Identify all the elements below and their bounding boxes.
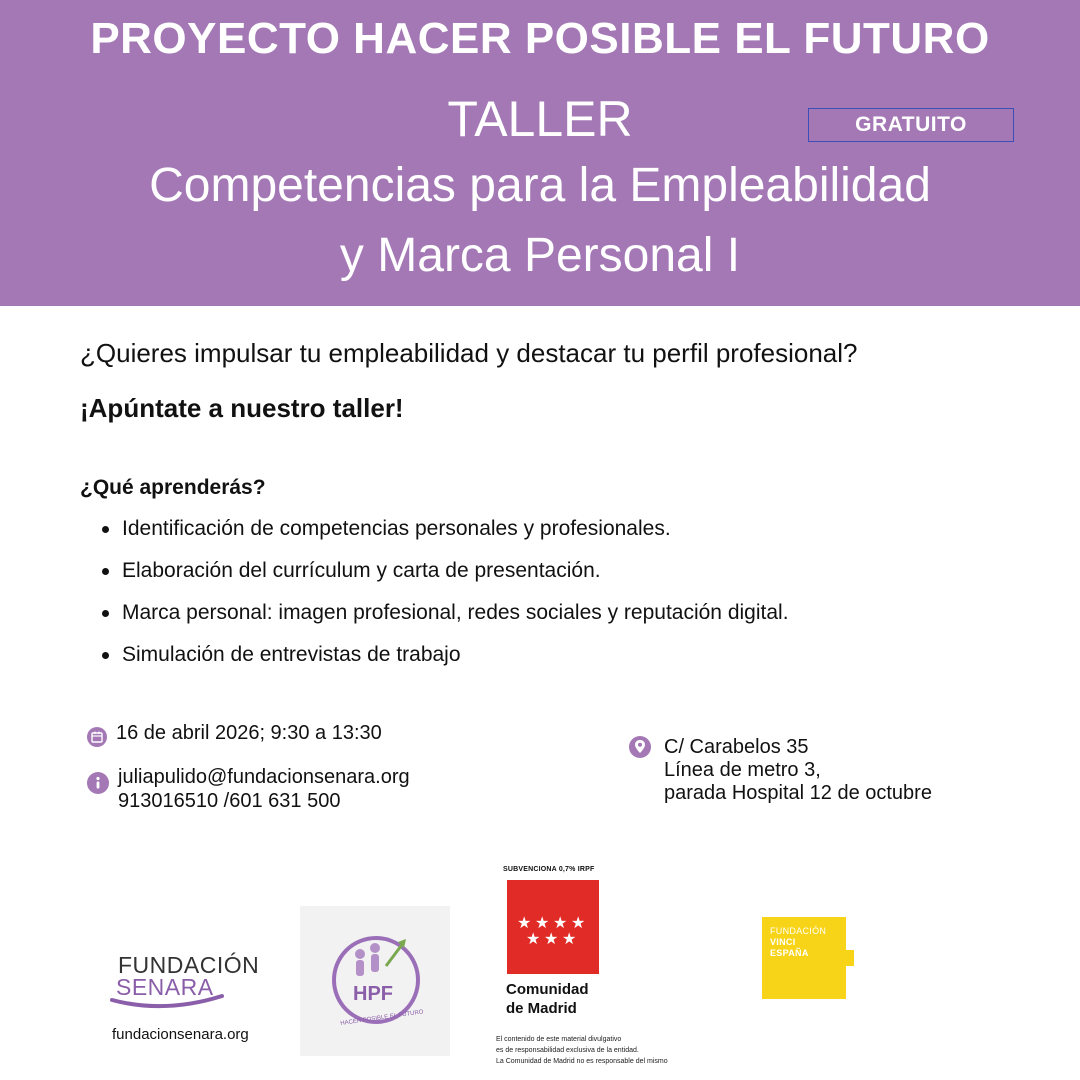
svg-text:★: ★	[571, 913, 586, 932]
learn-list	[100, 512, 789, 680]
vinci-tab-shape	[846, 950, 854, 966]
list-item: Elaboración del currículum y carta de presentación.	[100, 554, 789, 596]
svg-text:HPF: HPF	[353, 983, 393, 1005]
workshop-label: TALLER	[447, 91, 633, 147]
bullet-icon	[102, 652, 109, 659]
vinci-logo	[762, 917, 846, 999]
svg-text:★: ★	[526, 929, 541, 948]
call-to-action: ¡Apúntate a nuestro taller!	[80, 393, 404, 423]
star-icon	[507, 880, 599, 974]
senara-logo: FUNDACIÓN SENARA	[110, 948, 270, 1018]
madrid-flag	[507, 880, 599, 974]
bullet-icon	[102, 610, 109, 617]
hpf-logo	[300, 906, 450, 1056]
svg-text:HACER POSIBLE EL FUTURO: HACER POSIBLE EL FUTURO	[340, 1009, 424, 1027]
vinci-text: FUNDACIÓN VINCI ESPAÑA	[770, 926, 827, 958]
svg-text:★: ★	[535, 913, 550, 932]
senara-website[interactable]: fundacionsenara.org	[112, 1026, 249, 1043]
contact-block	[118, 765, 410, 813]
bullet-icon	[102, 526, 109, 533]
workshop-title-line2: y Marca Personal I	[339, 229, 741, 282]
disclaimer: El contenido de este material divulgativo es de responsabilidad exclusiva de la entidad. La Comunidad de Madrid no es responsable del mismo	[496, 1036, 668, 1065]
address-block	[664, 736, 932, 805]
address-stop: parada Hospital 12 de octubre	[664, 782, 932, 804]
svg-text:★: ★	[544, 929, 559, 948]
svg-text:★: ★	[517, 913, 532, 932]
svg-text:★: ★	[553, 913, 568, 932]
free-badge: GRATUITO	[808, 108, 1014, 142]
learn-heading: ¿Qué aprenderás?	[80, 476, 266, 499]
madrid-name: Comunidad de Madrid	[506, 981, 589, 1017]
subsidy-label: SUBVENCIONA 0,7% IRPF	[503, 866, 595, 873]
location-pin-icon	[629, 736, 651, 758]
list-item: Marca personal: imagen profesional, redes sociales y reputación digital.	[100, 596, 789, 638]
info-icon	[87, 772, 109, 794]
bullet-icon	[102, 568, 109, 575]
intro-question: ¿Quieres impulsar tu empleabilidad y destacar tu perfil profesional?	[80, 338, 858, 368]
address-metro: Línea de metro 3,	[664, 759, 821, 781]
list-item: Identificación de competencias personales y profesionales.	[100, 512, 789, 554]
hpf-emblem-icon	[300, 906, 450, 1056]
workshop-title-line1: Competencias para la Empleabilidad	[149, 159, 931, 212]
contact-phone: 913016510 /601 631 500	[118, 790, 341, 812]
contact-email[interactable]: juliapulido@fundacionsenara.org	[118, 766, 410, 788]
event-date: 16 de abril 2026; 9:30 a 13:30	[116, 722, 382, 744]
address-street: C/ Carabelos 35	[664, 736, 809, 758]
list-item: Simulación de entrevistas de trabajo	[100, 638, 789, 680]
header-banner	[0, 0, 1080, 306]
swoosh-icon	[110, 992, 230, 1012]
svg-text:★: ★	[562, 929, 577, 948]
project-title: PROYECTO HACER POSIBLE EL FUTURO	[90, 14, 990, 63]
calendar-icon	[87, 727, 107, 747]
